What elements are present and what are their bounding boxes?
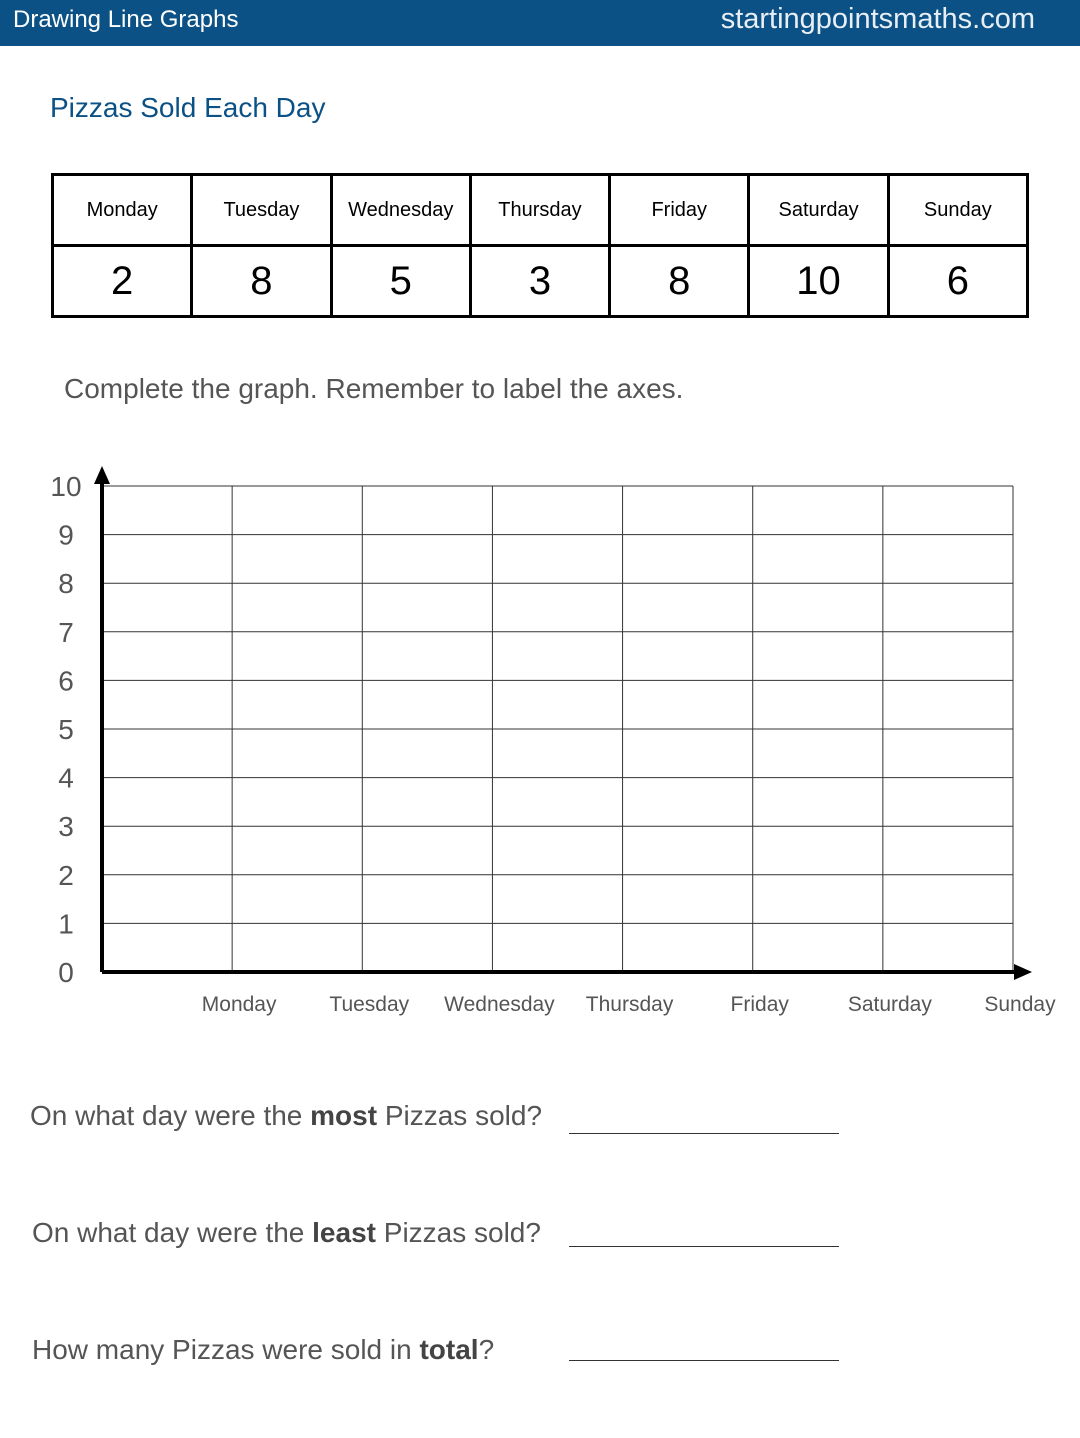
x-tick-label: Sunday: [984, 993, 1056, 1016]
table-value-cell: 8: [192, 246, 331, 317]
question-least: [32, 1217, 541, 1249]
y-tick-label: 3: [58, 811, 74, 843]
header-bar: [0, 0, 1080, 46]
worksheet-title: Drawing Line Graphs: [13, 6, 239, 33]
values-row: [53, 246, 1028, 317]
table-day-cell: Tuesday: [192, 175, 331, 246]
line-graph-grid[interactable]: [0, 450, 1080, 1030]
question-emphasis: total: [419, 1334, 479, 1365]
table-day-cell: Wednesday: [331, 175, 470, 246]
y-tick-label: 7: [58, 616, 74, 648]
question-most: [30, 1100, 542, 1132]
x-tick-label: Monday: [201, 993, 277, 1016]
question-emphasis: most: [310, 1100, 378, 1131]
days-row: [53, 175, 1028, 246]
pizza-data-table: [51, 173, 1029, 318]
y-tick-label: 8: [58, 568, 74, 600]
y-tick-label: 10: [50, 471, 82, 502]
answer-line-most[interactable]: [569, 1133, 839, 1134]
table-value-cell: 3: [470, 246, 609, 317]
table-title: Pizzas Sold Each Day: [50, 92, 326, 123]
question-total: [32, 1334, 494, 1366]
y-tick-label: 0: [58, 957, 74, 988]
y-tick-label: 1: [58, 908, 74, 940]
answer-line-total[interactable]: [569, 1360, 839, 1361]
table-value-cell: 10: [749, 246, 888, 317]
x-tick-label: Wednesday: [444, 993, 555, 1016]
question-text: Pizzas sold?: [377, 1100, 543, 1131]
table-day-cell: Thursday: [470, 175, 609, 246]
table-day-cell: Saturday: [749, 175, 888, 246]
table-value-cell: 5: [331, 246, 470, 317]
table-day-cell: Monday: [53, 175, 192, 246]
instruction-text: Complete the graph. Remember to label the axes.: [64, 373, 684, 404]
y-tick-label: 4: [58, 762, 74, 794]
table-value-cell: 8: [610, 246, 749, 317]
question-text: How many Pizzas were sold in: [32, 1334, 420, 1365]
y-tick-label: 9: [58, 519, 74, 551]
table-day-cell: Sunday: [888, 175, 1027, 246]
question-text: ?: [478, 1334, 495, 1365]
y-tick-label: 6: [58, 665, 74, 697]
x-tick-label: Thursday: [585, 993, 674, 1016]
question-text: On what day were the: [30, 1100, 311, 1131]
y-tick-label: 2: [58, 859, 74, 891]
answer-line-least[interactable]: [569, 1246, 839, 1247]
question-text: Pizzas sold?: [375, 1217, 541, 1248]
y-axis-arrow-icon: [94, 466, 110, 484]
x-tick-label: Saturday: [847, 993, 932, 1016]
table-value-cell: 6: [888, 246, 1027, 317]
site-name[interactable]: startingpointsmaths.com: [720, 3, 1035, 35]
table-value-cell: 2: [53, 246, 192, 317]
x-tick-label: Friday: [730, 993, 789, 1016]
x-tick-label: Tuesday: [329, 993, 410, 1016]
question-text: On what day were the: [32, 1217, 313, 1248]
x-axis-arrow-icon: [1014, 964, 1032, 980]
table-day-cell: Friday: [610, 175, 749, 246]
question-emphasis: least: [312, 1217, 376, 1248]
y-tick-label: 5: [58, 714, 74, 745]
